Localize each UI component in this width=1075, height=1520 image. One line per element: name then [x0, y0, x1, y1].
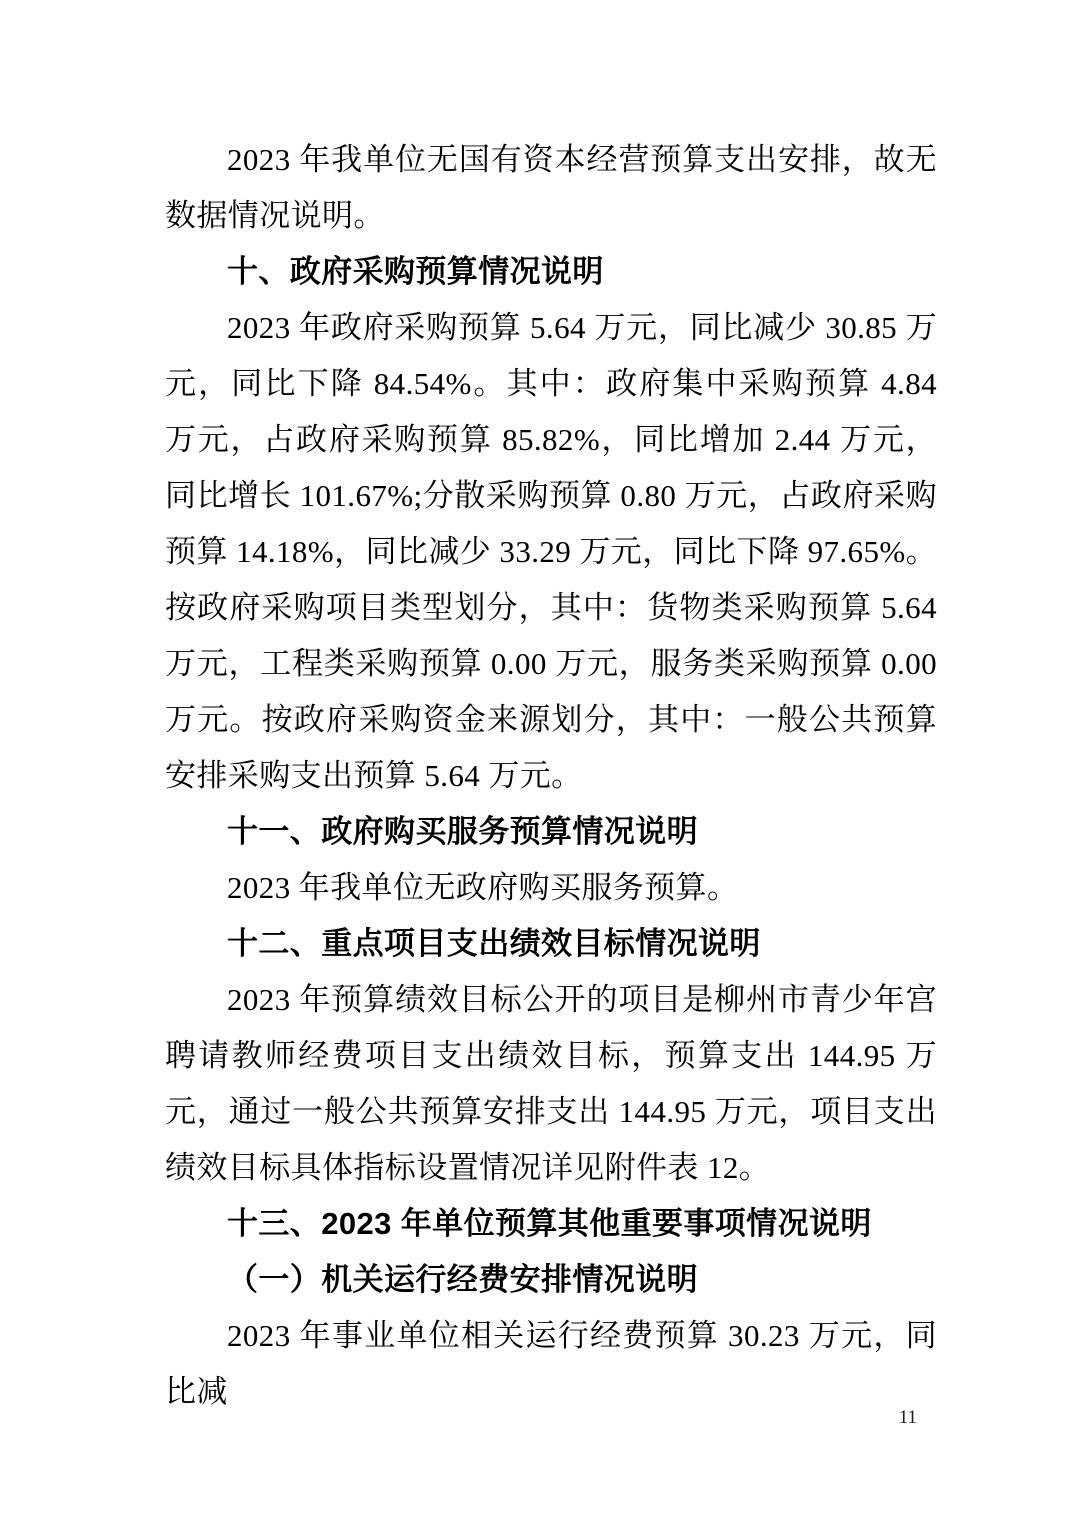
paragraph-state-capital-budget-note: 2023 年我单位无国有资本经营预算支出安排，故无数据情况说明。	[165, 142, 937, 233]
page-number: 11	[898, 1407, 917, 1428]
heading-section-10-government-procurement-budget: 十、政府采购预算情况说明	[227, 254, 604, 289]
heading-section-11-purchased-services-budget: 十一、政府购买服务预算情况说明	[227, 814, 698, 849]
paragraph-purchased-services-note: 2023 年我单位无政府购买服务预算。	[227, 870, 739, 905]
paragraph-government-procurement-budget-detail: 2023 年政府采购预算 5.64 万元，同比减少 30.85 万元，同比下降 84.54%。其中：政府集中采购预算 4.84 万元，占政府采购预算 85.82%，同比增加 2.44 万元，同比增长 101.67%;分散采购预算 0.80 万元，占政府采购预算 14.18%，同比减少 33.29 万元，同比下降 97.65%。按政府采购项目类型划分，其中：货物类采购预算 5.64 万元，工程类采购预算 0.00 万元，服务类采购预算 0.00 万元。按政府采购资金来源划分，其中：一般公共预算安排采购支出预算 5.64 万元。	[165, 310, 937, 793]
heading-section-13-other-important-matters: 十三、2023 年单位预算其他重要事项情况说明	[227, 1206, 872, 1241]
heading-section-12-key-project-performance-targets: 十二、重点项目支出绩效目标情况说明	[227, 926, 761, 961]
paragraph-operating-expenses-detail: 2023 年事业单位相关运行经费预算 30.23 万元，同比减	[165, 1318, 937, 1409]
document-body	[165, 132, 937, 1420]
paragraph-performance-target-detail: 2023 年预算绩效目标公开的项目是柳州市青少年宫聘请教师经费项目支出绩效目标，预算支出 144.95 万元，通过一般公共预算安排支出 144.95 万元，项目支出绩效目标具体指标设置情况详见附件表 12。	[165, 982, 937, 1185]
heading-subsection-1-operating-expenses: （一）机关运行经费安排情况说明	[227, 1262, 698, 1297]
